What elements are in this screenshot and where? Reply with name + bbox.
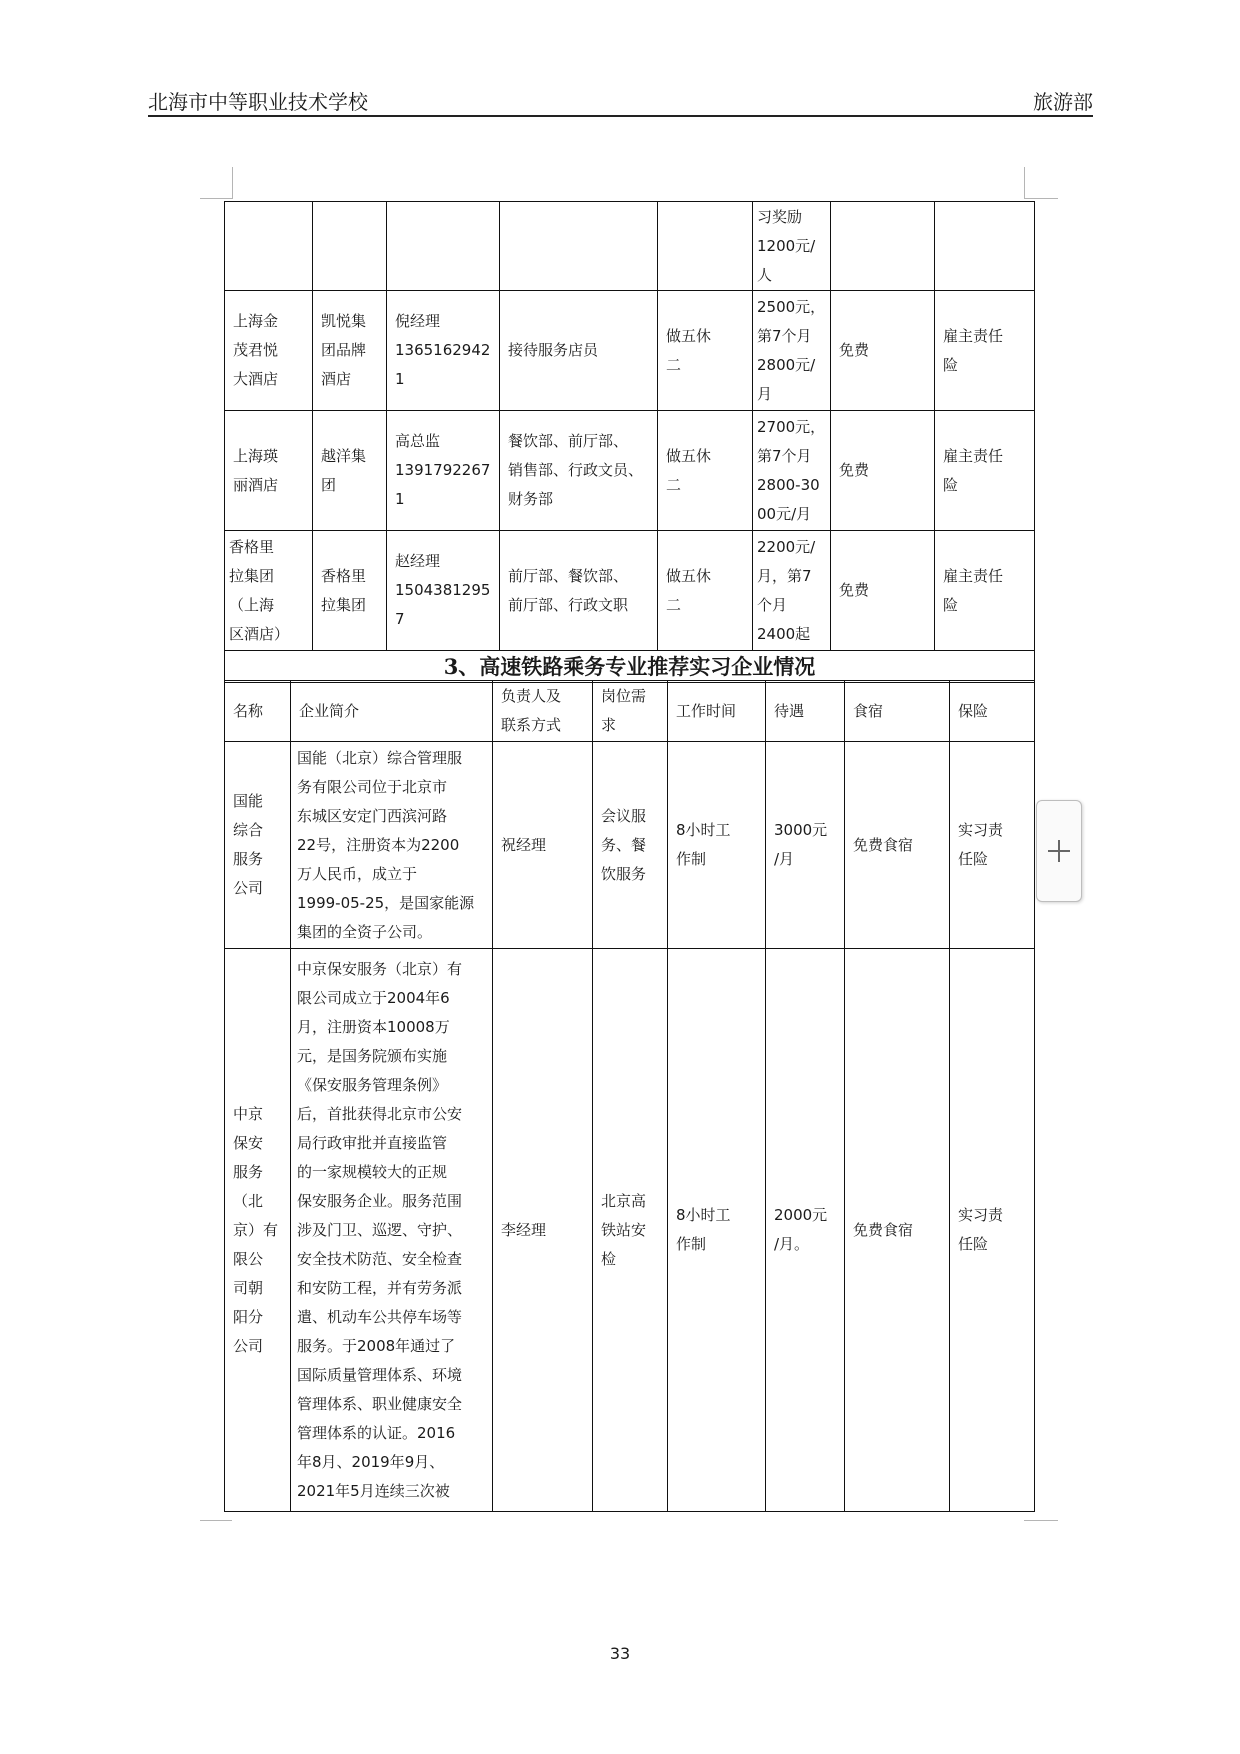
section-title-row	[225, 651, 1035, 683]
column-header: 工作时间	[668, 681, 766, 742]
crop-mark-top-right	[1024, 167, 1025, 199]
salary-cell: 2000元 /月。	[766, 949, 845, 1512]
table-row	[225, 202, 1035, 291]
insurance-cell: 雇主责任 险	[935, 291, 1035, 411]
column-header: 保险	[950, 681, 1035, 742]
table-row	[225, 411, 1035, 531]
contact-cell: 倪经理 1365162942 1	[387, 291, 500, 411]
table-cell	[313, 202, 387, 291]
work-time-cell: 做五休 二	[658, 531, 753, 651]
lodging-cell: 免费	[831, 411, 935, 531]
column-header: 岗位需 求	[593, 681, 668, 742]
section-title: 3、高速铁路乘务专业推荐实习企业情况	[225, 651, 1035, 683]
add-row-button[interactable]	[1036, 800, 1082, 902]
table-cell: 凯悦集 团品牌 酒店	[313, 291, 387, 411]
table-row	[225, 949, 1035, 1512]
contact-cell: 高总监 1391792267 1	[387, 411, 500, 531]
lodging-cell: 免费食宿	[845, 949, 950, 1512]
salary-cell: 2500元， 第7个月 2800元/ 月	[753, 291, 831, 411]
crop-mark-bottom-left	[200, 1520, 232, 1521]
plus-icon	[1046, 838, 1072, 864]
table-cell	[831, 202, 935, 291]
railway-internship-table	[224, 680, 1035, 1512]
table-cell	[935, 202, 1035, 291]
work-time-cell: 做五休 二	[658, 291, 753, 411]
table-cell: 习奖励 1200元/ 人	[753, 202, 831, 291]
position-cell: 餐饮部、前厅部、 销售部、行政文员、 财务部	[500, 411, 658, 531]
table-row	[225, 742, 1035, 949]
crop-mark-top-right-h	[1024, 198, 1058, 199]
contact-cell: 李经理	[493, 949, 593, 1512]
contact-cell: 祝经理	[493, 742, 593, 949]
table-cell	[225, 202, 313, 291]
work-time-cell: 8小时工 作制	[668, 949, 766, 1512]
table-cell	[500, 202, 658, 291]
company-name-cell: 香格里 拉集团 （上海 区酒店）	[225, 531, 313, 651]
table-cell	[387, 202, 500, 291]
header-rule	[148, 115, 1093, 117]
column-header: 名称	[225, 681, 291, 742]
header-school-name: 北海市中等职业技术学校	[148, 90, 368, 114]
company-name-cell: 国能 综合 服务 公司	[225, 742, 291, 949]
table-row	[225, 531, 1035, 651]
table-cell: 香格里 拉集团	[313, 531, 387, 651]
salary-cell: 2200元/ 月，第7 个月 2400起	[753, 531, 831, 651]
lodging-cell: 免费	[831, 291, 935, 411]
lodging-cell: 免费	[831, 531, 935, 651]
crop-mark-bottom-right	[1024, 1520, 1058, 1521]
table-cell	[658, 202, 753, 291]
insurance-cell: 雇主责任 险	[935, 531, 1035, 651]
insurance-cell: 雇主责任 险	[935, 411, 1035, 531]
salary-cell: 2700元， 第7个月 2800-30 00元/月	[753, 411, 831, 531]
contact-cell: 赵经理 1504381295 7	[387, 531, 500, 651]
crop-mark-top-left	[232, 167, 233, 199]
column-header: 企业简介	[291, 681, 493, 742]
company-intro-cell: 国能（北京）综合管理服 务有限公司位于北京市 东城区安定门西滨河路 22号，注册资本为2200 万人民币，成立于 1999-05-25，是国家能源 集团的全资子公司。	[291, 742, 493, 949]
column-header: 食宿	[845, 681, 950, 742]
column-header: 待遇	[766, 681, 845, 742]
work-time-cell: 做五休 二	[658, 411, 753, 531]
company-name-cell: 上海金 茂君悦 大酒店	[225, 291, 313, 411]
position-cell: 北京高 铁站安 检	[593, 949, 668, 1512]
salary-cell: 3000元 /月	[766, 742, 845, 949]
page-number: 33	[609, 1644, 631, 1663]
header-department: 旅游部	[1033, 90, 1093, 114]
work-time-cell: 8小时工 作制	[668, 742, 766, 949]
company-name-cell: 中京 保安 服务 （北 京）有 限公 司朝 阳分 公司	[225, 949, 291, 1512]
crop-mark-top-left-h	[200, 198, 232, 199]
position-cell: 会议服 务、餐 饮服务	[593, 742, 668, 949]
company-intro-cell: 中京保安服务（北京）有 限公司成立于2004年6 月，注册资本10008万 元，是国务院颁布实施 《保安服务管理条例》 后，首批获得北京市公安 局行政审批并直接监管 的一家规模较大的正规 保安服务企业。服务范围 涉及门卫、巡逻、守护、 安全技术防范、安全检查 和安防工程，并有劳务派 遣、机动车公共停车场等 服务。于2008年通过了 国际质量管理体系、环境 管理体系、职业健康安全 管理体系的认证。2016 年8月、2019年9月、 2021年5月连续三次被	[291, 949, 493, 1512]
table-cell: 越洋集 团	[313, 411, 387, 531]
insurance-cell: 实习责 任险	[950, 949, 1035, 1512]
column-header: 负责人及 联系方式	[493, 681, 593, 742]
lodging-cell: 免费食宿	[845, 742, 950, 949]
table-row	[225, 291, 1035, 411]
company-name-cell: 上海瑛 丽酒店	[225, 411, 313, 531]
hotel-internship-table	[224, 201, 1035, 683]
position-cell: 接待服务店员	[500, 291, 658, 411]
table-header-row	[225, 681, 1035, 742]
position-cell: 前厅部、餐饮部、 前厅部、行政文职	[500, 531, 658, 651]
insurance-cell: 实习责 任险	[950, 742, 1035, 949]
